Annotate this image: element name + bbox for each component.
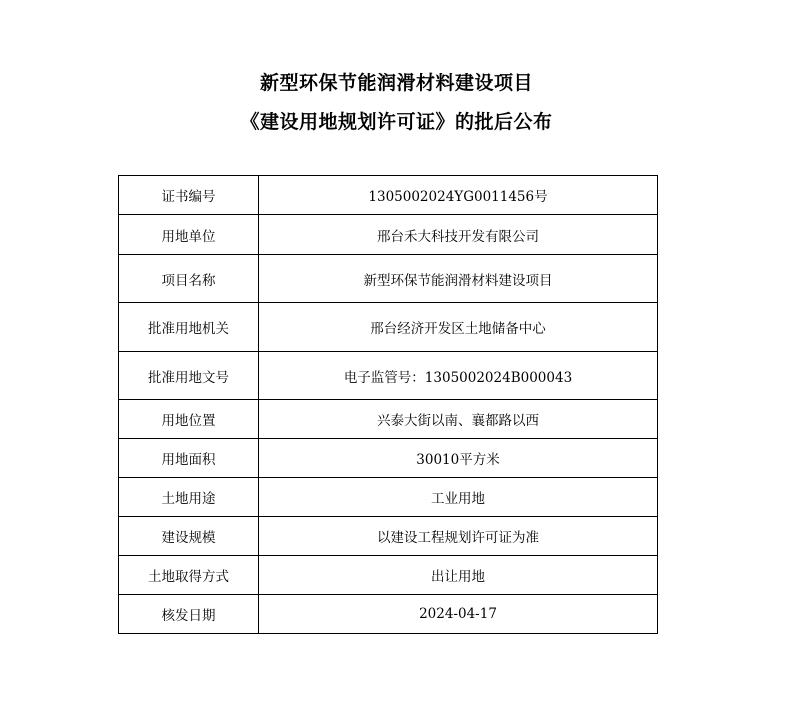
table-row-approval-document-number: [119, 352, 658, 400]
row-value: 出让用地: [259, 556, 658, 595]
row-value: 以建设工程规划许可证为准: [259, 517, 658, 556]
table-row-land-location: [119, 400, 658, 439]
table-row-issue-date: [119, 595, 658, 634]
table-row-construction-scale: [119, 517, 658, 556]
row-label: 用地面积: [119, 439, 259, 478]
permit-info-table: [118, 175, 658, 634]
row-value: 兴泰大街以南、襄都路以西: [259, 400, 658, 439]
table-row-land-area: [119, 439, 658, 478]
row-label: 土地用途: [119, 478, 259, 517]
title-line-project: 新型环保节能润滑材料建设项目: [259, 72, 533, 94]
table-row-land-user: [119, 215, 658, 255]
title-line-announcement: 《建设用地规划许可证》的批后公布: [240, 111, 553, 133]
row-label: 核发日期: [119, 595, 259, 634]
row-label: 证书编号: [119, 176, 259, 215]
table-row-approving-authority: [119, 303, 658, 352]
table-row-acquisition-method: [119, 556, 658, 595]
row-value: 1305002024YG0011456号: [259, 176, 658, 215]
row-label: 批准用地机关: [119, 303, 259, 352]
row-value: 邢台经济开发区土地储备中心: [259, 303, 658, 352]
table-row-certificate-number: [119, 176, 658, 215]
row-label: 建设规模: [119, 517, 259, 556]
document-title: [0, 72, 793, 133]
row-label: 用地位置: [119, 400, 259, 439]
row-label: 批准用地文号: [119, 352, 259, 400]
row-value: 电子监管号：1305002024B000043: [259, 352, 658, 400]
row-value: 30010平方米: [259, 439, 658, 478]
table-row-project-name: [119, 255, 658, 303]
row-value: 2024-04-17: [259, 595, 658, 634]
row-value: 工业用地: [259, 478, 658, 517]
row-label: 项目名称: [119, 255, 259, 303]
table-row-land-use: [119, 478, 658, 517]
row-value: 新型环保节能润滑材料建设项目: [259, 255, 658, 303]
row-label: 用地单位: [119, 215, 259, 255]
row-value: 邢台禾大科技开发有限公司: [259, 215, 658, 255]
row-label: 土地取得方式: [119, 556, 259, 595]
